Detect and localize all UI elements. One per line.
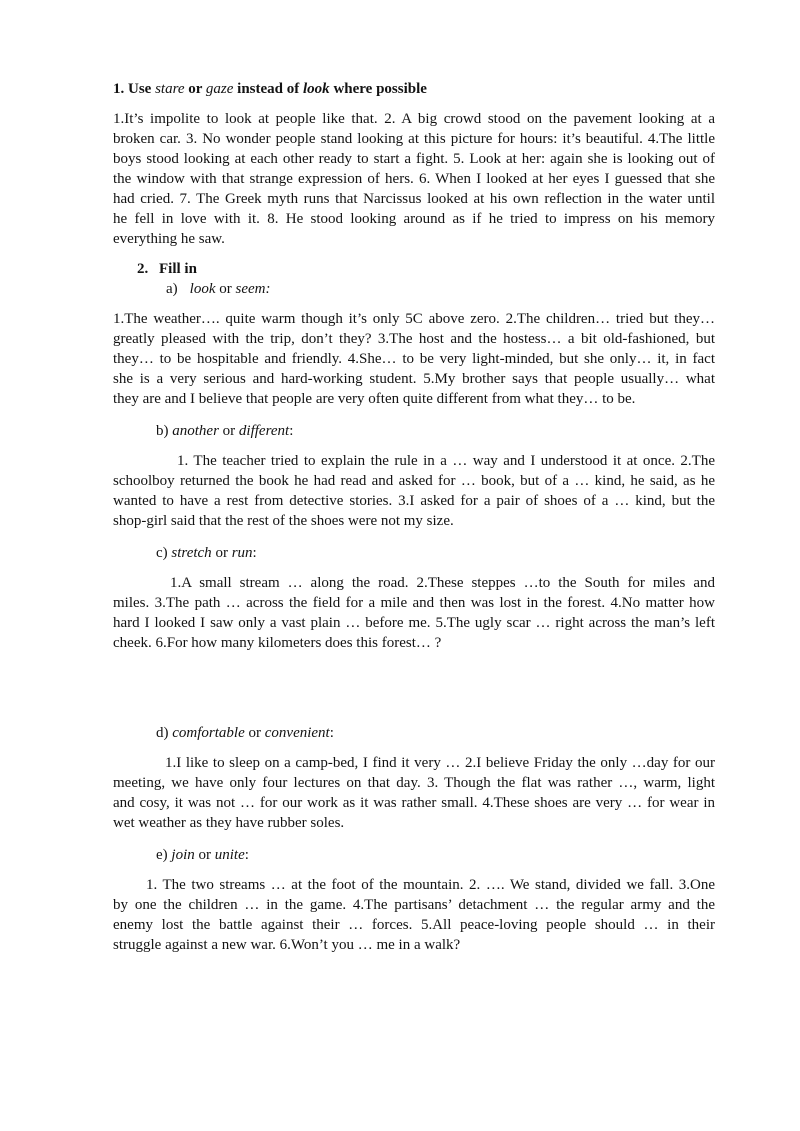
section-a-marker: a) (166, 281, 178, 297)
heading-text: where possible (329, 81, 427, 97)
paragraph-line: they… to be hospitable and friendly. 4.She… to be very light-minded, but she only… it, in fact (113, 351, 715, 367)
exercise2-heading (113, 259, 715, 279)
section-b-heading (113, 421, 715, 441)
section-colon: : (289, 423, 294, 439)
paragraph-line: broken car. 3. No wonder people stand looking at this picture for hours: it’s beautiful. 4.The little (113, 131, 715, 147)
paragraph-line: 1.A small stream … along the road. 2.These steppes …to the South for miles and (170, 575, 715, 591)
section-d-word2: convenient (264, 725, 330, 741)
exercise2-number: 2. (137, 261, 149, 277)
heading-word-look: look (303, 81, 330, 97)
paragraph-line: she is a very serious and hard-working student. 5.My brother says that people usually… what (113, 371, 715, 387)
paragraph-line: hard I looked I saw only a vast plain … before me. 5.The ugly scar … right across the man’s left (113, 615, 715, 631)
paragraph-line: wanted to have a rest from detective stories. 3.I asked for a pair of shoes of a … kind, but the (113, 493, 715, 509)
section-conjunction: or (244, 725, 265, 741)
section-c-paragraph (113, 573, 715, 653)
section-colon: : (244, 847, 249, 863)
section-b-marker: b) (156, 423, 173, 439)
paragraph-line: 1.It’s impolite to look at people like that. 2. A big crowd stood on the pavement looking at a (113, 111, 715, 127)
exercise1-heading (113, 79, 715, 99)
heading-word-stare: stare (155, 81, 185, 97)
section-c-word1: stretch (171, 545, 212, 561)
paragraph-line: wet weather as they have rubber soles. (113, 815, 345, 831)
section-d-marker: d) (156, 725, 173, 741)
paragraph-line: by one the children … in the game. 4.The partisans’ detachment … the regular army and the (113, 897, 715, 913)
section-colon: : (252, 545, 257, 561)
section-a-word1: look (189, 281, 216, 297)
paragraph-line: everything he saw. (113, 231, 225, 247)
paragraph-line: he fell in love with it. 8. He stood looking around as if he tried to impress on his memory (113, 211, 715, 227)
paragraph-line: 1. The two streams … at the foot of the mountain. 2. …. We stand, divided we fall. 3.One (146, 877, 715, 893)
section-colon: : (265, 281, 271, 297)
paragraph-line: struggle against a new war. 6.Won’t you … me in a walk? (113, 937, 461, 953)
paragraph-line: cheek. 6.For how many kilometers does this forest… ? (113, 635, 442, 651)
section-conjunction: or (194, 847, 215, 863)
paragraph-line: they are and I believe that people are very often quite different from what they… to be. (113, 391, 636, 407)
heading-word-gaze: gaze (205, 81, 234, 97)
paragraph-line: schoolboy returned the book he had read and asked for … book, but of a … kind, he said, as he (113, 473, 715, 489)
section-d-paragraph (113, 753, 715, 833)
paragraph-line: 1.I like to sleep on a camp-bed, I find it very … 2.I believe Friday the only …day for our (165, 755, 715, 771)
section-c-word2: run (231, 545, 253, 561)
section-e-word1: join (171, 847, 195, 863)
section-e-paragraph (113, 875, 715, 955)
paragraph-line: enemy lost the battle against their … forces. 5.All peace-loving people should … in their (113, 917, 715, 933)
section-conjunction: or (218, 423, 239, 439)
section-b-word2: different (238, 423, 290, 439)
paragraph-line: miles. 3.The path … across the field for a mile and then was lost in the forest. 4.No matter how (113, 595, 715, 611)
paragraph-line: had cried. 7. The Greek myth runs that Narcissus looked at his own reflection in the water until (113, 191, 715, 207)
section-conjunction: or (215, 281, 236, 297)
section-e-heading (113, 845, 715, 865)
section-a-heading (113, 279, 715, 299)
section-a-paragraph (113, 309, 715, 409)
section-e-word2: unite (214, 847, 245, 863)
exercise1-paragraph (113, 109, 715, 249)
paragraph-line: 1. The teacher tried to explain the rule in a … way and I understood it at once. 2.The (177, 453, 715, 469)
section-c-marker: c) (156, 545, 172, 561)
section-c-heading (113, 543, 715, 563)
section-b-word1: another (172, 423, 219, 439)
section-colon: : (329, 725, 334, 741)
heading-text: or (184, 81, 206, 97)
section-d-heading (113, 723, 715, 743)
paragraph-line: boys stood looking at each other ready to start a fight. 5. Look at her: again she is looking out of (113, 151, 715, 167)
section-conjunction: or (211, 545, 232, 561)
heading-text: 1. Use (113, 81, 156, 97)
section-a-word2: seem (235, 281, 266, 297)
paragraph-line: 1.The weather…. quite warm though it’s only 5C above zero. 2.The children… tried but they… (113, 311, 715, 327)
paragraph-line: shop-girl said that the rest of the shoes were not my size. (113, 513, 454, 529)
paragraph-line: the window with that strange expression of hers. 6. When I looked at her eyes I guessed that she (113, 171, 715, 187)
heading-text: instead of (233, 81, 304, 97)
paragraph-line: greatly pleased with the trip, don’t they? 3.The host and the hostess… a bit old-fashioned, but (113, 331, 715, 347)
paragraph-line: and cosy, it was not … for our work as it was rather small. 4.These shoes are very … for wear in (113, 795, 715, 811)
exercise2-title: Fill in (159, 261, 197, 277)
section-d-word1: comfortable (172, 725, 245, 741)
section-b-paragraph (113, 451, 715, 531)
paragraph-line: meeting, we have only four lectures on that day. 3. Though the flat was rather …, warm, light (113, 775, 715, 791)
section-e-marker: e) (156, 847, 172, 863)
